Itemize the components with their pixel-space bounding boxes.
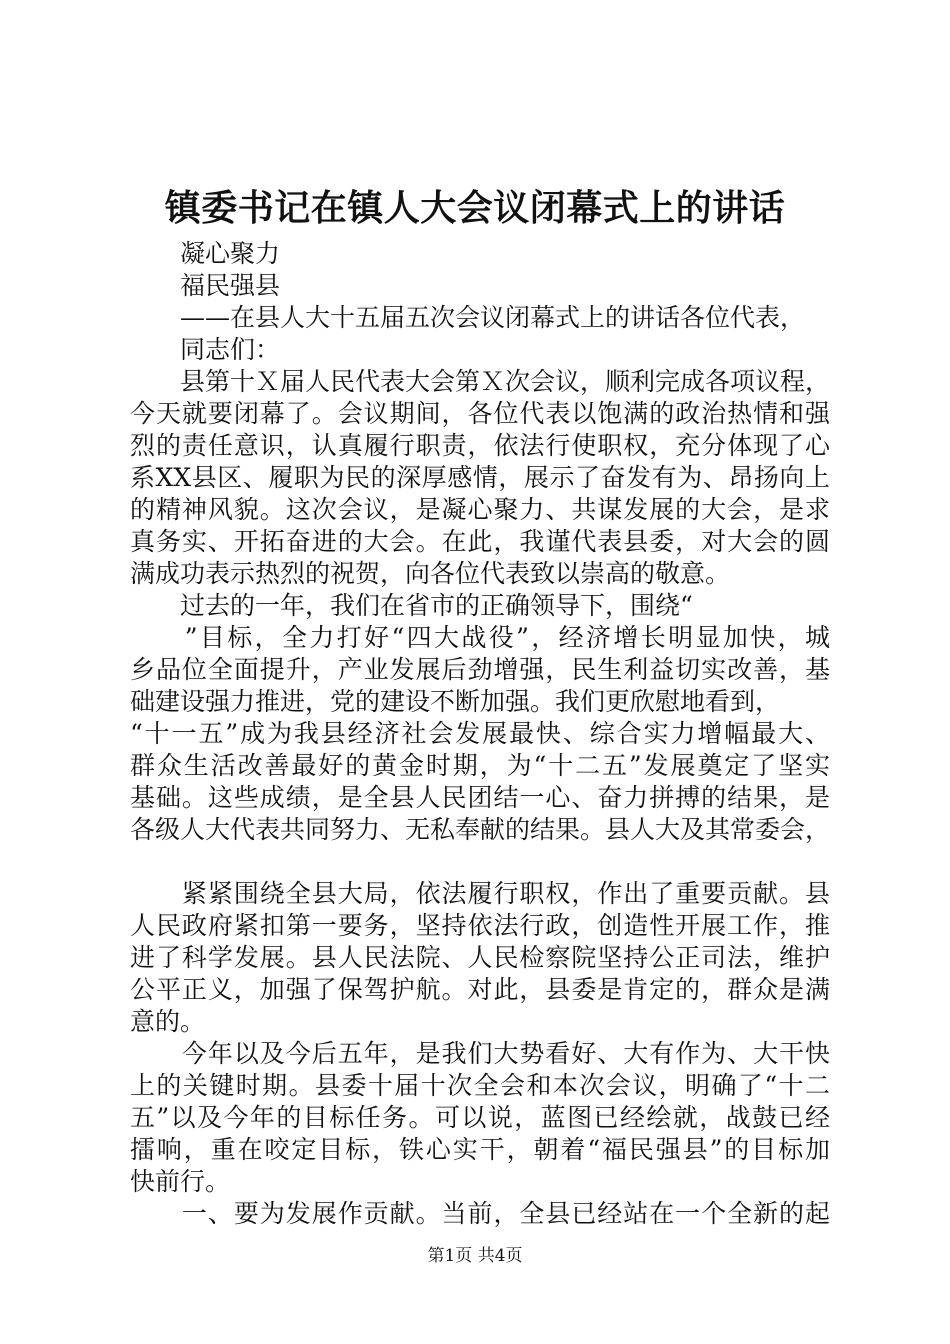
body-line: 基础。这些成绩，是全县人民团结一心、奋力拼搏的结果，是 xyxy=(130,783,830,812)
body-line: 真务实、开拓奋进的大会。在此，我谨代表县委，对大会的圆 xyxy=(130,527,830,556)
body-line: 础建设强力推进，党的建设不断加强。我们更欣慰地看到， xyxy=(130,687,781,716)
body-line: 人民政府紧扣第一要务，坚持依法行政，创造性开展工作，推 xyxy=(130,911,830,940)
body-line: 快前行。 xyxy=(130,1167,231,1196)
body-line: 擂响，重在咬定目标，铁心实干，朝着“福民强县”的目标加 xyxy=(130,1135,830,1164)
page-title: 镇委书记在镇人大会议闭幕式上的讲话 xyxy=(164,187,786,229)
body-line: 过去的一年，我们在省市的正确领导下，围绕“ xyxy=(130,591,693,620)
body-line: 意的。 xyxy=(130,1007,206,1036)
body-line: 今年以及今后五年，是我们大势看好、大有作为、大干快 xyxy=(130,1039,830,1068)
body-line: 紧紧围绕全县大局，依法履行职权，作出了重要贡献。县 xyxy=(130,879,830,908)
body-line: 群众生活改善最好的黄金时期，为“十二五”发展奠定了坚实 xyxy=(130,751,830,780)
page-footer: 第1页 共4页 xyxy=(427,1246,523,1266)
body-line: 县第十Ｘ届人民代表大会第Ｘ次会议，顺利完成各项议程， xyxy=(130,367,830,396)
body-line: 五”以及今年的目标任务。可以说，蓝图已经绘就，战鼓已经 xyxy=(130,1103,830,1132)
body-line: “十一五”成为我县经济社会发展最快、综合实力增幅最大、 xyxy=(130,719,830,748)
body-line: 进了科学发展。县人民法院、人民检察院坚持公正司法，维护 xyxy=(130,943,830,972)
body-line: 今天就要闭幕了。会议期间，各位代表以饱满的政治热情和强 xyxy=(130,399,830,428)
body-line: 一、要为发展作贡献。当前，全县已经站在一个全新的起 xyxy=(130,1199,830,1228)
body-line: 福民强县 xyxy=(130,271,281,300)
body-line: 同志们： xyxy=(130,335,281,364)
body-line: ”目标，全力打好“四大战役”，经济增长明显加快，城 xyxy=(130,623,830,652)
body-line: 各级人大代表共同努力、无私奉献的结果。县人大及其常委会， xyxy=(130,815,830,844)
body-line: ——在县人大十五届五次会议闭幕式上的讲话各位代表， xyxy=(130,303,806,332)
body-line: 的精神风貌。这次会议，是凝心聚力、共谋发展的大会，是求 xyxy=(130,495,830,524)
body-line: 上的关键时期。县委十届十次全会和本次会议，明确了“十二 xyxy=(130,1071,830,1100)
body-line: 系XX县区、履职为民的深厚感情，展示了奋发有为、昂扬向上 xyxy=(130,463,830,492)
body-line: 满成功表示热烈的祝贺，向各位代表致以崇高的敬意。 xyxy=(130,559,731,588)
body-line: 乡品位全面提升，产业发展后劲增强，民生利益切实改善，基 xyxy=(130,655,830,684)
body-line: 凝心聚力 xyxy=(130,239,281,268)
body-line: 烈的责任意识，认真履行职责，依法行使职权，充分体现了心 xyxy=(130,431,830,460)
body-line: 公平正义，加强了保驾护航。对此，县委是肯定的，群众是满 xyxy=(130,975,830,1004)
